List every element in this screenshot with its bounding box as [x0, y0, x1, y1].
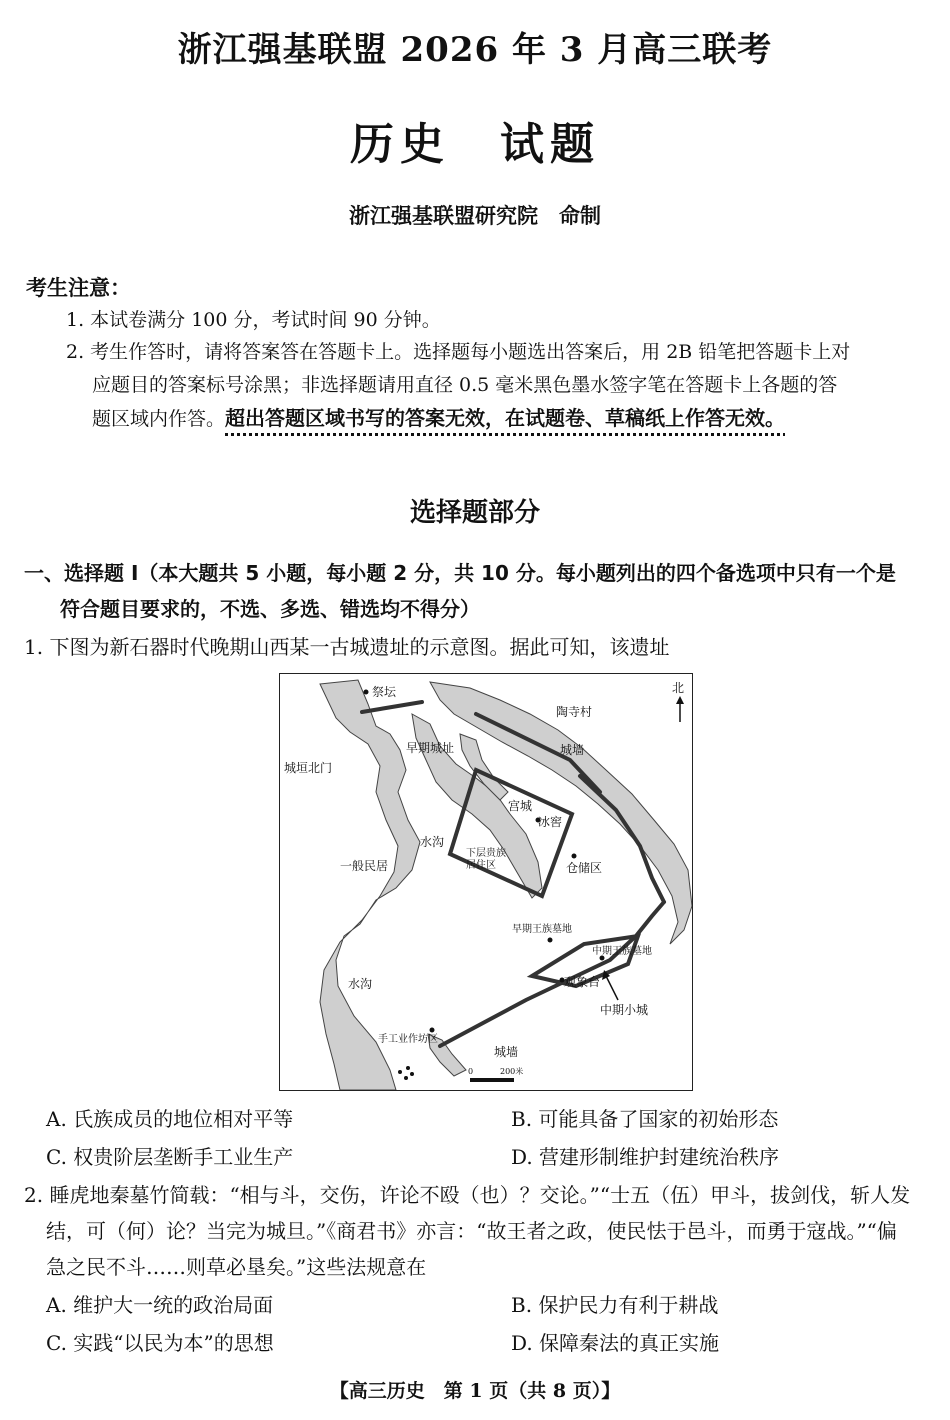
site-map — [279, 673, 693, 1091]
label-scale-zero: 0 — [468, 1067, 474, 1076]
part1-heading-rest: （本大题共 5 小题，每小题 2 分，共 10 分。每小题列出的四个备选项中只有一个是 — [138, 561, 896, 585]
q1-option-d[interactable]: D. 营建形制维护封建统治秩序 — [511, 1145, 780, 1169]
notice-heading: 考生注意： — [26, 276, 131, 300]
q1-option-b[interactable]: B. 可能具备了国家的初始形态 — [511, 1107, 779, 1131]
early-city-wall — [362, 702, 422, 712]
label-early-tombs: 早期王族墓地 — [512, 924, 572, 935]
early-tombs-dot — [548, 938, 553, 943]
spring-dot-2 — [404, 1076, 408, 1080]
label-mid-tombs: 中期王族墓地 — [592, 946, 652, 957]
q2-option-b[interactable]: B. 保护民力有利于耕战 — [511, 1293, 719, 1317]
workshop-dot — [430, 1028, 435, 1033]
site-map-svg — [280, 674, 692, 1090]
label-scale-length: 200米 — [500, 1067, 524, 1076]
storage-dot — [572, 854, 577, 859]
q2-option-a[interactable]: A. 维护大一统的政治局面 — [46, 1293, 274, 1317]
author-line: 浙江强基联盟研究院 命制 — [349, 204, 601, 228]
part1-heading — [24, 560, 896, 586]
question-2-stem-line-1: 2. 睡虎地秦墓竹简载：“相与斗，交伤，许论不殴（也）？交论。”“士五（伍）甲斗，拔剑伐，斩人发 — [24, 1183, 911, 1207]
label-wall-bottom: 城墙 — [494, 1045, 519, 1059]
label-north-gate: 城垣北门 — [284, 761, 333, 775]
part1-heading-prefix: 一、选择题 Ⅰ — [24, 561, 139, 585]
spring-dot-3 — [410, 1072, 414, 1076]
q1-option-a[interactable]: A. 氏族成员的地位相对平等 — [46, 1107, 294, 1131]
mid-city-pointer-arrow — [602, 970, 618, 1000]
q2-option-c[interactable]: C. 实践“以民为本”的思想 — [46, 1331, 274, 1355]
label-altar: 祭坛 — [372, 685, 397, 699]
exam-title: 浙江强基联盟 2026 年 3 月高三联考 — [177, 30, 773, 70]
q2-option-d[interactable]: D. 保障秦法的真正实施 — [511, 1331, 720, 1355]
label-mid-city: 中期小城 — [600, 1003, 649, 1017]
question-1-stem: 1. 下图为新石器时代晚期山西某一古城遗址的示意图。据此可知，该遗址 — [24, 635, 670, 659]
label-icehouse: 冰窖 — [538, 815, 563, 829]
notice-plain-text: 题区域内作答。 — [92, 408, 226, 430]
spring-dot-1 — [398, 1070, 402, 1074]
spring-dot-4 — [406, 1066, 410, 1070]
label-ditch-1: 水沟 — [420, 835, 445, 849]
label-taosi: 陶寺村 — [556, 705, 593, 719]
subject-title: 历史 试题 — [350, 119, 600, 170]
altar-dot — [364, 690, 369, 695]
gully-left — [320, 680, 420, 1090]
notice-emphasis-text: 超出答题区域书写的答案无效，在试题卷、草稿纸上作答无效。 — [225, 406, 786, 430]
notice-item-1: 1. 本试卷满分 100 分，考试时间 90 分钟。 — [66, 309, 441, 331]
label-lower-noble-1: 下层贵族 — [466, 848, 506, 859]
label-ditch-2: 水沟 — [348, 977, 373, 991]
notice-item-2-line-3 — [92, 406, 785, 431]
question-2-stem-line-2: 结，可（何）论？当完为城旦。”《商君书》亦言：“故王者之政，使民怯于邑斗，而勇于寇战。”“偏 — [46, 1219, 897, 1243]
label-north: 北 — [672, 681, 685, 695]
label-lower-noble-2: 居住区 — [466, 860, 496, 871]
label-early-city: 早期城址 — [406, 741, 455, 755]
label-observatory: 观象台 — [564, 975, 601, 989]
q1-option-c[interactable]: C. 权贵阶层垄断手工业生产 — [46, 1145, 294, 1169]
north-arrow-icon — [676, 696, 684, 722]
notice-item-2-line-1: 2. 考生作答时，请将答案答在答题卡上。选择题每小题选出答案后，用 2B 铅笔把答题卡上对 — [66, 341, 851, 363]
part1-heading-line-2: 符合题目要求的，不选、多选、错选均不得分） — [60, 597, 480, 621]
label-workshop: 手工业作坊区 — [378, 1034, 438, 1045]
gully-right — [430, 682, 692, 944]
section-title: 选择题部分 — [409, 498, 540, 528]
question-2-stem-line-3: 急之民不斗……则草必垦矣。”这些法规意在 — [46, 1255, 427, 1279]
label-palace: 宫城 — [508, 799, 533, 813]
label-wall-top: 城墙 — [560, 743, 585, 757]
notice-item-2-line-2: 应题目的答案标号涂黑；非选择题请用直径 0.5 毫米黑色墨水签字笔在答题卡上各题的答 — [92, 374, 838, 396]
label-storage: 仓储区 — [566, 861, 603, 875]
page-footer: 【高三历史 第 1 页（共 8 页）】 — [329, 1380, 621, 1402]
scale-bar — [470, 1078, 514, 1082]
label-commoners: 一般民居 — [340, 859, 389, 873]
terrain-regions — [320, 680, 692, 1090]
